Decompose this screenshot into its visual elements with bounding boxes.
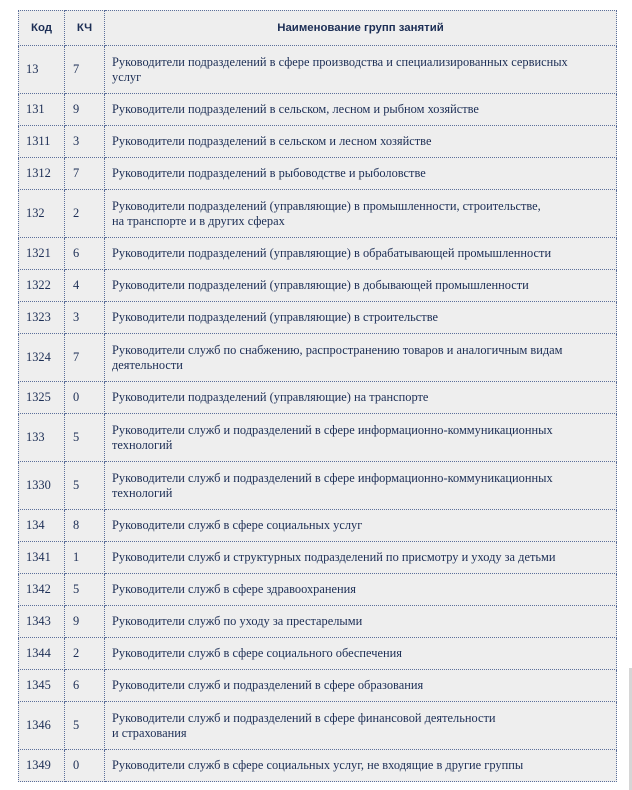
cell-name-line: Руководители подразделений (управляющие) в добывающей промышленности [112,278,529,292]
cell-name-line: Руководители служб по снабжению, распространению товаров и аналогичным видам [112,342,563,357]
cell-code: 1342 [19,574,65,606]
cell-name [105,414,617,462]
cell-code: 1346 [19,702,65,750]
column-header-code: Код [19,11,65,46]
cell-name-line: Руководители служб в сфере социальных услуг, не входящие в другие группы [112,758,524,772]
cell-name [105,238,617,270]
table-row [19,158,617,190]
cell-kch: 7 [65,334,105,382]
cell-name-line: услуг [112,69,142,84]
cell-name [105,670,617,702]
cell-name-line: и страхования [112,725,187,740]
table-row [19,334,617,382]
cell-kch: 5 [65,702,105,750]
cell-code: 1341 [19,542,65,574]
cell-name-line: Руководители служб в сфере социальных услуг [112,518,363,532]
cell-name [105,158,617,190]
cell-name [105,126,617,158]
cell-kch: 8 [65,510,105,542]
occupation-groups-table [18,10,617,782]
table-row [19,702,617,750]
cell-code: 1323 [19,302,65,334]
table-container [18,10,616,782]
table-row [19,270,617,302]
cell-kch: 5 [65,414,105,462]
table-row [19,302,617,334]
cell-code: 1321 [19,238,65,270]
table-row [19,414,617,462]
cell-name-line: Руководители подразделений в сельском, лесном и рыбном хозяйстве [112,102,479,116]
column-header-kch: КЧ [65,11,105,46]
cell-code: 1324 [19,334,65,382]
cell-name-line: Руководители служб в сфере здравоохранения [112,582,356,596]
cell-kch: 3 [65,126,105,158]
cell-kch: 9 [65,94,105,126]
cell-name [105,638,617,670]
cell-code: 1325 [19,382,65,414]
cell-name [105,270,617,302]
cell-name-line: Руководители подразделений в рыбоводстве и рыболовстве [112,166,426,180]
table-header-row [19,11,617,46]
table-row [19,510,617,542]
table-row [19,462,617,510]
cell-code: 134 [19,510,65,542]
cell-name-line: Руководители подразделений в сельском и лесном хозяйстве [112,134,432,148]
cell-name-line: на транспорте и в других сферах [112,213,285,228]
cell-name-line: Руководители служб и подразделений в сфере информационно-коммуникационных [112,422,553,437]
table-row [19,638,617,670]
cell-code: 1345 [19,670,65,702]
table-row [19,542,617,574]
cell-name [105,510,617,542]
cell-code: 1312 [19,158,65,190]
cell-code: 1349 [19,750,65,782]
cell-kch: 0 [65,382,105,414]
cell-name-line: Руководители служб и подразделений в сфере финансовой деятельности [112,710,496,725]
table-body [19,46,617,782]
cell-kch: 1 [65,542,105,574]
cell-name-line: технологий [112,437,173,452]
cell-name-line: деятельности [112,357,183,372]
cell-code: 1311 [19,126,65,158]
column-header-name: Наименование групп занятий [105,11,617,46]
cell-kch: 2 [65,190,105,238]
table-row [19,574,617,606]
table-row [19,750,617,782]
table-row [19,238,617,270]
cell-code: 13 [19,46,65,94]
cell-name-line: Руководители служб и подразделений в сфере образования [112,678,424,692]
table-row [19,46,617,94]
cell-kch: 5 [65,574,105,606]
table-row [19,606,617,638]
cell-name [105,334,617,382]
cell-name-line: Руководители подразделений (управляющие) в промышленности, строительстве, [112,198,541,213]
cell-kch: 7 [65,158,105,190]
cell-kch: 4 [65,270,105,302]
cell-kch: 9 [65,606,105,638]
cell-name [105,542,617,574]
cell-name [105,190,617,238]
cell-code: 1344 [19,638,65,670]
cell-name-line: Руководители подразделений в сфере производства и специализированных сервисных [112,54,568,69]
cell-name-line: технологий [112,485,173,500]
table-row [19,382,617,414]
cell-name-line: Руководители подразделений (управляющие) в обрабатывающей промышленности [112,246,552,260]
cell-kch: 3 [65,302,105,334]
table-row [19,190,617,238]
cell-name [105,606,617,638]
cell-name [105,46,617,94]
cell-code: 133 [19,414,65,462]
cell-kch: 7 [65,46,105,94]
cell-kch: 6 [65,238,105,270]
cell-kch: 0 [65,750,105,782]
cell-name-line: Руководители служб по уходу за престарелыми [112,614,363,628]
cell-kch: 6 [65,670,105,702]
cell-kch: 5 [65,462,105,510]
cell-name-line: Руководители подразделений (управляющие) в строительстве [112,310,438,324]
cell-code: 1343 [19,606,65,638]
cell-name [105,574,617,606]
cell-code: 132 [19,190,65,238]
cell-name-line: Руководители служб и структурных подразделений по присмотру и уходу за детьми [112,550,556,564]
cell-name [105,750,617,782]
cell-code: 1322 [19,270,65,302]
cell-name-line: Руководители служб в сфере социального обеспечения [112,646,402,660]
cell-name-line: Руководители служб и подразделений в сфере информационно-коммуникационных [112,470,553,485]
cell-name [105,302,617,334]
table-row [19,126,617,158]
cell-name-line: Руководители подразделений (управляющие) на транспорте [112,390,429,404]
cell-name [105,462,617,510]
cell-code: 1330 [19,462,65,510]
cell-code: 131 [19,94,65,126]
cell-kch: 2 [65,638,105,670]
cell-name [105,382,617,414]
table-row [19,670,617,702]
cell-name [105,702,617,750]
table-row [19,94,617,126]
cell-name [105,94,617,126]
